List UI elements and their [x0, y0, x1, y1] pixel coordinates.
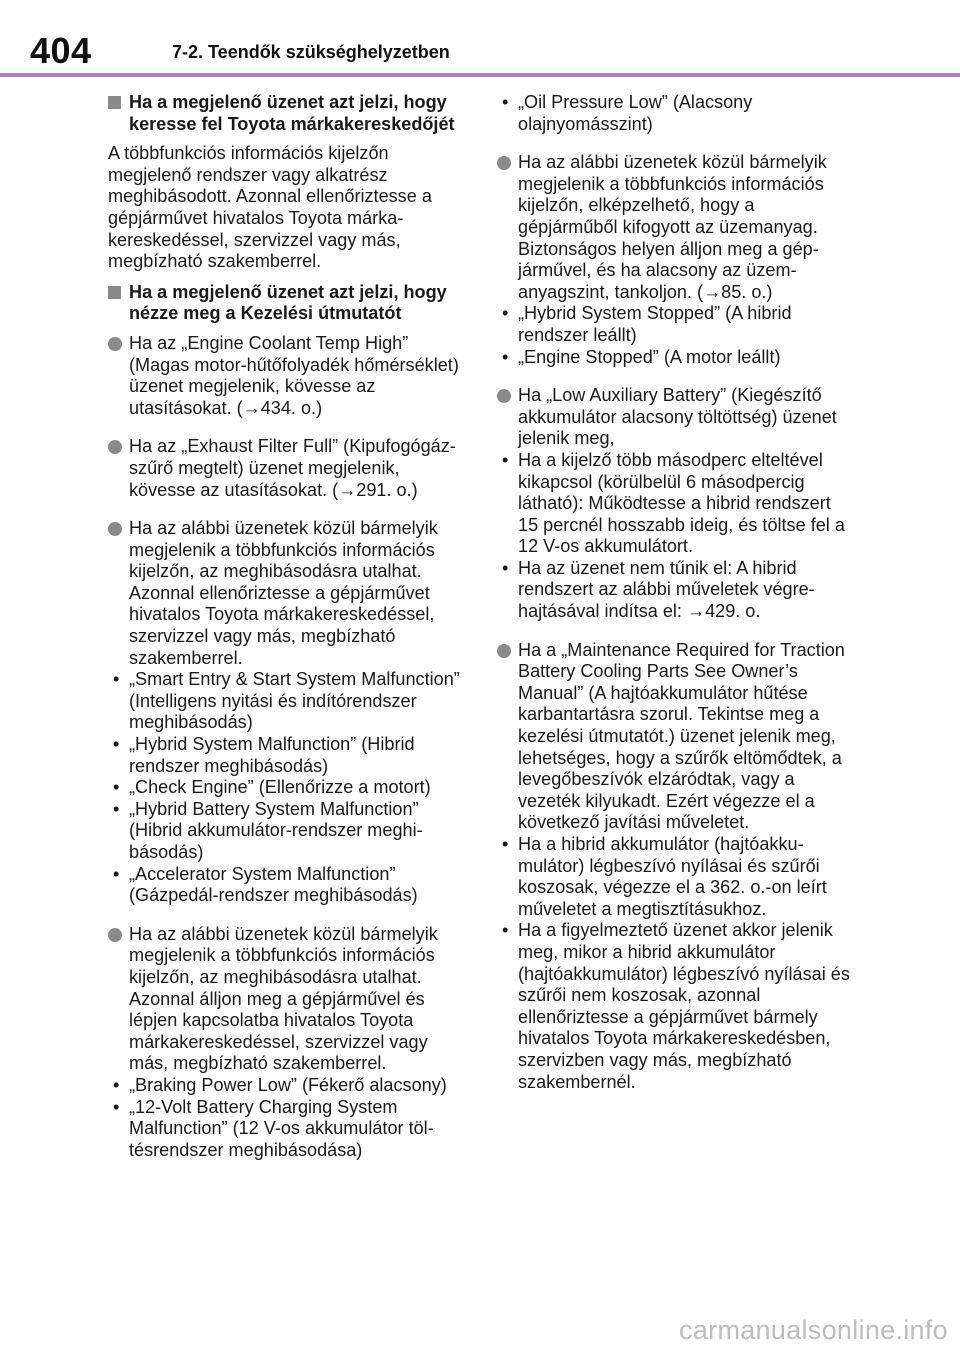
- list-item: • Ha a figyelmeztető üzenet akkor jelenik meg, mikor a hibrid akkumulátor (hajtóakkumulátor) légbeszívó nyílásai és szűrői nem koszosak, azonnal ellenőriztesse a gépjárművet bármely hivatalos Toyota márkakereskedésben, szervizben vagy más, megbízható szakembernél.: [497, 920, 852, 1093]
- list-item: • „Braking Power Low” (Fékerő alacsony): [108, 1075, 463, 1097]
- page-number: 404: [30, 30, 92, 71]
- section-heading-dealer: Ha a megjelenő üzenet azt jelzi, hogy keresse fel Toyota márkakereskedőjét: [108, 92, 463, 135]
- item-auxiliary-battery: Ha „Low Auxiliary Battery” (Kiegészítő akkumulátor alacsony töltöttség) üzenet jelenik meg,: [497, 385, 852, 450]
- right-column: [497, 92, 852, 1093]
- section-title: 7-2. Teendők szükséghelyzetben: [172, 42, 450, 62]
- stop-message-list: [108, 1075, 463, 1161]
- item-coolant-temp: Ha az „Engine Coolant Temp High” (Magas motor-hűtőfolyadék hőmérséklet) üzenet megjelenik, kövesse az utasításokat. (→434. o.): [108, 333, 463, 419]
- fuel-message-list: [497, 303, 852, 368]
- list-item: • „Smart Entry & Start System Malfunction” (Intelligens nyitási és indítórendszer meghibásodás): [108, 669, 463, 734]
- item-exhaust-filter: Ha az „Exhaust Filter Full” (Kipufogógáz-szűrő megtelt) üzenet megjelenik, kövesse az utasításokat. (→291. o.): [108, 436, 463, 501]
- list-item: • Ha a kijelző több másodperc elteltével kikapcsol (körülbelül 6 másodpercig látható): Működtesse a hibrid rendszert 15 percnél hosszabb ideig, és töltse fel a 12 V-os akkumulátort.: [497, 450, 852, 558]
- continued-message-list: [497, 92, 852, 135]
- list-item: • „Oil Pressure Low” (Alacsony olajnyomásszint): [497, 92, 852, 135]
- item-stop-messages: Ha az alábbi üzenetek közül bármelyik megjelenik a többfunkciós információs kijelzőn, az meghibásodásra utalhat. Azonnal álljon meg a gépjárművel és lépjen kapcsolatba hivatalos Toyota márkakereskedéssel, szervizzel vagy más, megbízható szakemberrel.: [108, 924, 463, 1075]
- list-item: • „Accelerator System Malfunction” (Gázpedál-rendszer meghibásodás): [108, 864, 463, 907]
- paragraph-dealer: A többfunkciós információs kijelzőn megjelenő rendszer vagy alkatrész meghibásodott. Azonnal ellenőriztesse a gépjárművet hivatalos Toyota márkakereskedéssel, szervizzel vagy más, megbízható szakemberrel.: [108, 143, 432, 272]
- list-item: • „Check Engine” (Ellenőrizze a motort): [108, 777, 463, 799]
- traction-battery-list: [497, 834, 852, 1093]
- left-column: [108, 92, 463, 1161]
- list-item: • Ha a hibrid akkumulátor (hajtóakkumulátor) légbeszívó nyílásai és szűrői koszosak, végezze el a 362. o.-on leírt műveletet a megtisztításukhoz.: [497, 834, 852, 920]
- section-heading-manual: Ha a megjelenő üzenet azt jelzi, hogy nézze meg a Kezelési útmutatót: [108, 282, 463, 325]
- list-item: • „Engine Stopped” (A motor leállt): [497, 347, 852, 369]
- item-malfunction-messages: Ha az alábbi üzenetek közül bármelyik megjelenik a többfunkciós információs kijelzőn, az meghibásodásra utalhat. Azonnal ellenőriztesse a gépjárművet hivatalos Toyota márkakereskedéssel, szervizzel vagy más, megbízható szakemberrel.: [108, 518, 463, 669]
- list-item: • Ha az üzenet nem tűnik el: A hibrid rendszert az alábbi műveletek végrehajtásával indítsa el: →429. o.: [497, 558, 852, 623]
- list-item: • „Hybrid Battery System Malfunction” (Hibrid akkumulátor-rendszer meghibásodás): [108, 799, 463, 864]
- malfunction-message-list: [108, 669, 463, 907]
- list-item: • „12-Volt Battery Charging System Malfunction” (12 V-os akkumulátor töltésrendszer meghibásodása): [108, 1097, 463, 1162]
- list-item: • „Hybrid System Malfunction” (Hibrid rendszer meghibásodás): [108, 734, 463, 777]
- header-divider: [0, 73, 960, 77]
- item-fuel-messages: Ha az alábbi üzenetek közül bármelyik megjelenik a többfunkciós információs kijelzőn, elképzelhető, hogy a gépjárműből kifogyott az üzemanyag. Biztonságos helyen álljon meg a gépjárművel, és ha alacsony az üzemanyagszint, tankoljon. (→85. o.): [497, 152, 852, 303]
- watermark: carmanualsonline.info: [679, 1315, 948, 1345]
- auxiliary-battery-list: [497, 450, 852, 623]
- item-traction-battery-cooling: Ha a „Maintenance Required for Traction Battery Cooling Parts See Owner’s Manual” (A hajtóakkumulátor hűtése karbantartásra szorul. Tekintse meg a kezelési útmutatót.) üzenet jelenik meg, lehetséges, hogy a szűrők eltömődtek, a levegőbeszívók elzáródtak, vagy a vezeték kilyukadt. Ezért végezze el a következő javítási műveletet.: [497, 640, 852, 834]
- list-item: • „Hybrid System Stopped” (A hibrid rendszer leállt): [497, 303, 852, 346]
